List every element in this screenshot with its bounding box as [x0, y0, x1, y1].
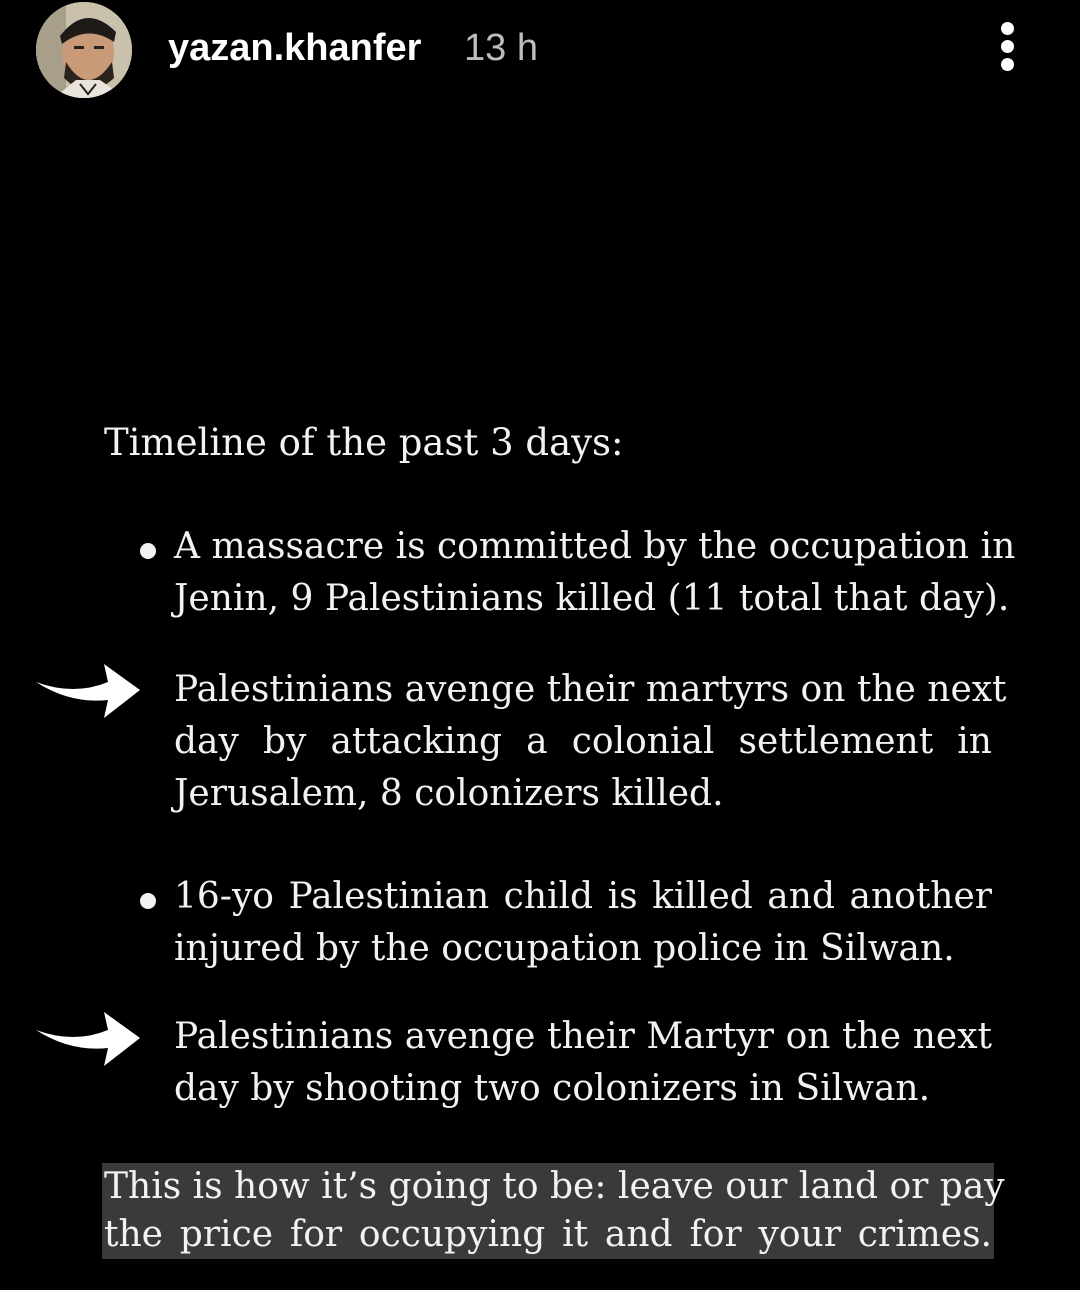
item-line: Jerusalem, 8 colonizers killed. — [174, 773, 724, 814]
closing-line: the price for occupying it and for your crimes. — [102, 1211, 994, 1259]
closing-statement — [102, 1163, 1005, 1259]
item-line: day by shooting two colonizers in Silwan. — [174, 1068, 931, 1109]
arrow-right-icon — [34, 660, 142, 720]
item-line: 16-yo Palestinian child is killed and another — [174, 876, 992, 917]
item-line: Jenin, 9 Palestinians killed (11 total that day). — [174, 578, 1010, 619]
timeline-item — [174, 871, 992, 975]
timeline-item — [174, 521, 1016, 625]
item-line: Palestinians avenge their Martyr on the next — [174, 1016, 992, 1057]
timeline-item — [174, 1011, 992, 1115]
item-line: Palestinians avenge their martyrs on the next — [174, 669, 1007, 710]
item-line: injured by the occupation police in Silwan. — [174, 928, 955, 969]
post-heading: Timeline of the past 3 days: — [104, 421, 624, 464]
timeline-item — [174, 664, 1007, 820]
arrow-right-icon — [34, 1008, 142, 1068]
username[interactable]: yazan.khanfer — [168, 27, 422, 69]
closing-line: This is how it’s going to be: leave our land or pay — [102, 1163, 994, 1211]
bullet-icon — [140, 893, 156, 909]
bullet-icon — [140, 543, 156, 559]
timestamp: 13 h — [464, 27, 538, 69]
item-line: A massacre is committed by the occupation in — [174, 526, 1016, 567]
item-line: day by attacking a colonial settlement in — [174, 721, 992, 762]
